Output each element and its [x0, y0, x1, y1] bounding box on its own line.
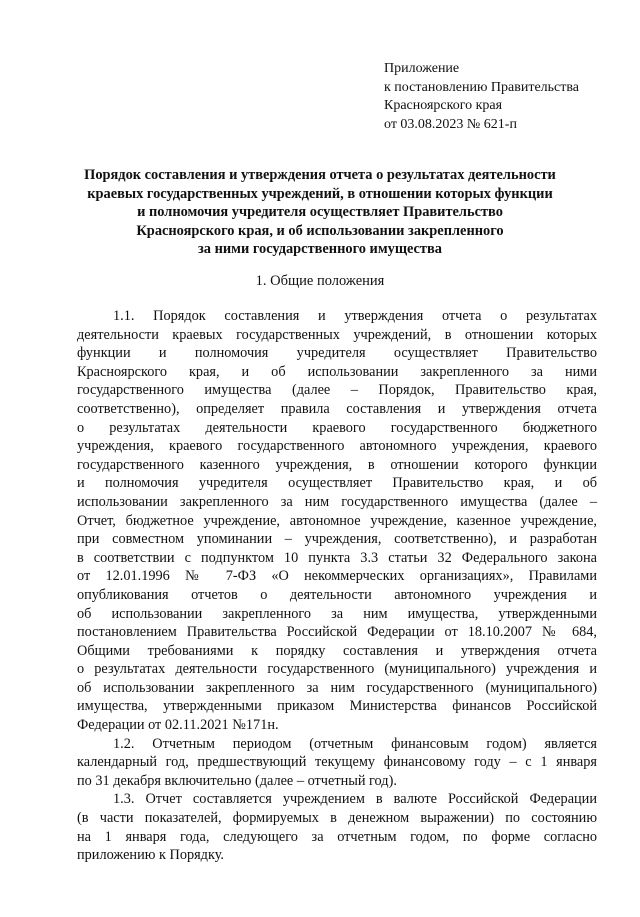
paragraph-line: Отчет, бюджетное учреждение, автономное учреждение, казенное учреждение, — [77, 512, 597, 529]
paragraph-line: опубликования отчетов о деятельности автономного учреждения и — [77, 586, 597, 603]
paragraph-line: учреждения, краевого государственного автономного учреждения, краевого — [77, 438, 597, 455]
paragraph-line: по 31 декабря включительно (далее – отчетный год). — [77, 772, 397, 789]
paragraph-line: и полномочия учредителя осуществляет Правительство края, и об — [77, 475, 597, 492]
paragraph-line: 1.1. Порядок составления и утверждения отчета о результатах — [113, 308, 597, 324]
document-title — [60, 166, 580, 259]
title-line: за ними государственного имущества — [198, 241, 442, 257]
paragraph-line: имущества, утвержденными приказом Министерства финансов Российской — [77, 698, 597, 715]
paragraph-line: государственного имущества (далее – Порядок, Правительство края, — [77, 382, 597, 399]
paragraph-line: Федерации от 02.11.2021 №171н. — [77, 717, 279, 734]
paragraph-line: (в части показателей, формируемых в денежном выражении) по состоянию — [77, 810, 597, 827]
appendix-line: Красноярского края — [384, 98, 503, 113]
paragraph-line: постановлением Правительства Российской Федерации от 18.10.2007 № 684, — [77, 624, 597, 641]
paragraph-line: о результатах деятельности краевого государственного бюджетного — [77, 419, 597, 436]
title-line: краевых государственных учреждений, в отношении которых функции — [87, 185, 553, 202]
paragraph-1-2 — [77, 735, 597, 791]
section-heading: 1. Общие положения — [255, 273, 385, 289]
paragraph-line: государственного казенного учреждения, в отношении которого функции — [77, 456, 597, 473]
paragraph-1-1 — [77, 307, 597, 735]
paragraph-line: использовании закрепленного за ним государственного имущества (далее – — [77, 493, 597, 510]
body-text — [77, 307, 597, 865]
paragraph-line: об использовании закрепленного за ним государственного (муниципального) — [77, 679, 597, 696]
paragraph-line: о результатах деятельности государственного (муниципального) учреждения и — [77, 661, 597, 678]
paragraph-line: приложению к Порядку. — [77, 847, 224, 864]
paragraph-line: об использовании закрепленного за ним имущества, утвержденными — [77, 605, 597, 622]
appendix-line: к постановлению Правительства — [384, 79, 580, 95]
title-line: Красноярского края, и об использовании закрепленного — [136, 222, 504, 239]
paragraph-line: соответственно), определяет правила составления и утверждения отчета — [77, 400, 597, 417]
appendix-note — [384, 60, 579, 134]
paragraph-line: в соответствии с подпунктом 10 пункта 3.3 статьи 32 Федерального закона — [77, 549, 597, 566]
paragraph-1-3 — [77, 790, 597, 864]
title-line: и полномочия учредителя осуществляет Правительство — [137, 204, 503, 220]
paragraph-line: календарный год, предшествующий текущему финансовому году – с 1 января — [77, 754, 597, 771]
paragraph-line: 1.3. Отчет составляется учреждением в валюте Российской Федерации — [113, 791, 597, 808]
paragraph-line: Общими требованиями к порядку составления и утверждения отчета — [77, 642, 597, 659]
title-line: Порядок составления и утверждения отчета о результатах деятельности — [84, 167, 556, 183]
paragraph-line: 1.2. Отчетным периодом (отчетным финансовым годом) является — [113, 735, 597, 752]
appendix-line: Приложение — [384, 61, 460, 76]
paragraph-line: на 1 января года, следующего за отчетным годом, по форме согласно — [77, 828, 597, 845]
paragraph-line: Красноярского края, и об использовании закрепленного за ними — [77, 363, 597, 380]
paragraph-line: функции и полномочия учредителя осуществляет Правительство — [77, 345, 597, 362]
paragraph-line: при совместном упоминании – учреждения, соответственно), и разработан — [77, 531, 597, 548]
paragraph-line: деятельности краевых государственных учреждений, в отношении которых — [77, 326, 597, 343]
paragraph-line: от 12.01.1996 № 7-ФЗ «О некоммерческих организациях», Правилами — [77, 568, 597, 585]
appendix-line: от 03.08.2023 № 621-п — [384, 116, 517, 132]
